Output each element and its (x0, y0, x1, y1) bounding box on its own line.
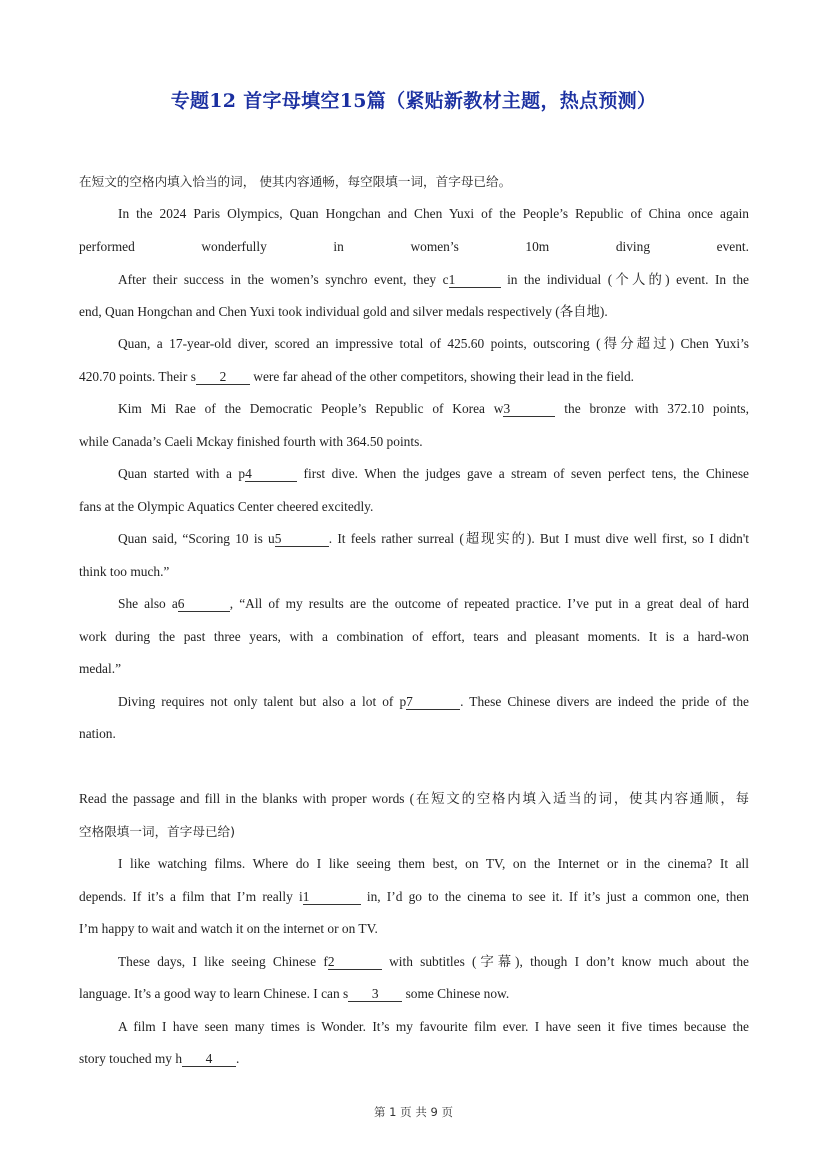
text: . It feels rather surreal (超现实的). But I must dive well first, so I didn't (328, 531, 749, 546)
text: Diving requires not only talent but also a lot of p (118, 694, 407, 709)
passage1-line (118, 399, 749, 419)
passage2-line (118, 952, 749, 972)
passage2-line: A film I have seen many times is Wonder. It’s my favourite film ever. I have seen it five times because the (118, 1019, 749, 1034)
text: Quan said, “Scoring 10 is u (118, 531, 275, 546)
text: story touched my h (79, 1051, 183, 1066)
text: the bronze with 372.10 points, (555, 401, 749, 416)
blank-3[interactable]: 3 (348, 986, 402, 1002)
text: . (236, 1051, 240, 1066)
passage1-line: In the 2024 Paris Olympics, Quan Hongchan and Chen Yuxi of the People’s Republic of China once again (118, 206, 749, 221)
passage1-line: fans at the Olympic Aquatics Center cheered excitedly. (79, 499, 374, 514)
passage2-instruction: 空格限填一词，首字母已给) (79, 824, 236, 839)
passage1-line (118, 270, 749, 290)
text: Kim Mi Rae of the Democratic People’s Republic of Korea w (118, 401, 504, 416)
passage1-line: medal.” (79, 661, 122, 676)
passage1-line (118, 529, 749, 549)
text: After their success in the women’s synchro event, they c (118, 272, 449, 287)
text: in, I’d go to the cinema to see it. If it’s just a common one, then (360, 889, 749, 904)
passage2-line (79, 1049, 749, 1069)
text: 420.70 points. Their s (79, 369, 196, 384)
text: She also a (118, 596, 178, 611)
passage1-line: nation. (79, 726, 116, 741)
passage1-line (118, 464, 749, 484)
passage2-line (79, 887, 749, 907)
text: first dive. When the judges gave a stream of seven perfect tens, the Chinese (297, 466, 749, 481)
passage2-instruction: Read the passage and fill in the blanks with proper words (在短文的空格内填入适当的词，使其内容通顺，每 (79, 791, 749, 806)
blank-1[interactable]: 1 (449, 272, 501, 288)
passage1-line: performed wonderfully in women’s 10m diving event. (79, 239, 749, 254)
passage1-line (118, 692, 749, 712)
text: , “All of my results are the outcome of repeated practice. I’ve put in a great deal of hard (229, 596, 749, 611)
text: These days, I like seeing Chinese f (118, 954, 328, 969)
text: language. It’s a good way to learn Chinese. I can s (79, 986, 349, 1001)
passage1-line (118, 594, 749, 614)
passage2-line (79, 984, 749, 1004)
passage1-line: end, Quan Hongchan and Chen Yuxi took individual gold and silver medals respectively (各自地). (79, 304, 608, 319)
passage2-line: I’m happy to wait and watch it on the internet or on TV. (79, 921, 378, 936)
blank-5[interactable]: 5 (275, 531, 329, 547)
passage1-instruction: 在短文的空格内填入恰当的词， 使其内容通畅，每空限填一词，首字母已给。 (79, 174, 512, 189)
blank-4[interactable]: 4 (245, 466, 297, 482)
blank-6[interactable]: 6 (178, 596, 230, 612)
text: were far ahead of the other competitors, showing their lead in the field. (249, 369, 635, 384)
passage1-line: work during the past three years, with a combination of effort, tears and pleasant moments. It is a hard-won (79, 629, 749, 644)
blank-2[interactable]: 2 (196, 369, 250, 385)
passage1-line: while Canada’s Caeli Mckay finished fourth with 364.50 points. (79, 434, 423, 449)
text: with subtitles (字幕), though I don’t know much about the (381, 954, 749, 969)
passage1-line: think too much.” (79, 564, 170, 579)
text: Quan started with a p (118, 466, 246, 481)
passage1-line (79, 367, 749, 387)
blank-3[interactable]: 3 (503, 401, 555, 417)
blank-2[interactable]: 2 (328, 954, 382, 970)
passage1-line: Quan, a 17-year-old diver, scored an impressive total of 425.60 points, outscoring (得分超过) Chen Yuxi’s (118, 336, 749, 351)
text: depends. If it’s a film that I’m really i (79, 889, 303, 904)
blank-1[interactable]: 1 (303, 889, 361, 905)
text: in the individual (个人的) event. In the (500, 272, 749, 287)
passage2-line: I like watching films. Where do I like seeing them best, on TV, on the Internet or in the cinema? It all (118, 856, 749, 871)
blank-7[interactable]: 7 (406, 694, 460, 710)
text: . These Chinese divers are indeed the pride of the (460, 694, 749, 709)
page-footer: 第 1 页 共 9 页 (374, 1105, 453, 1119)
blank-4[interactable]: 4 (182, 1051, 236, 1067)
page-title: 专题12 首字母填空15篇（紧贴新教材主题，热点预测） (170, 90, 657, 112)
text: some Chinese now. (402, 986, 510, 1001)
